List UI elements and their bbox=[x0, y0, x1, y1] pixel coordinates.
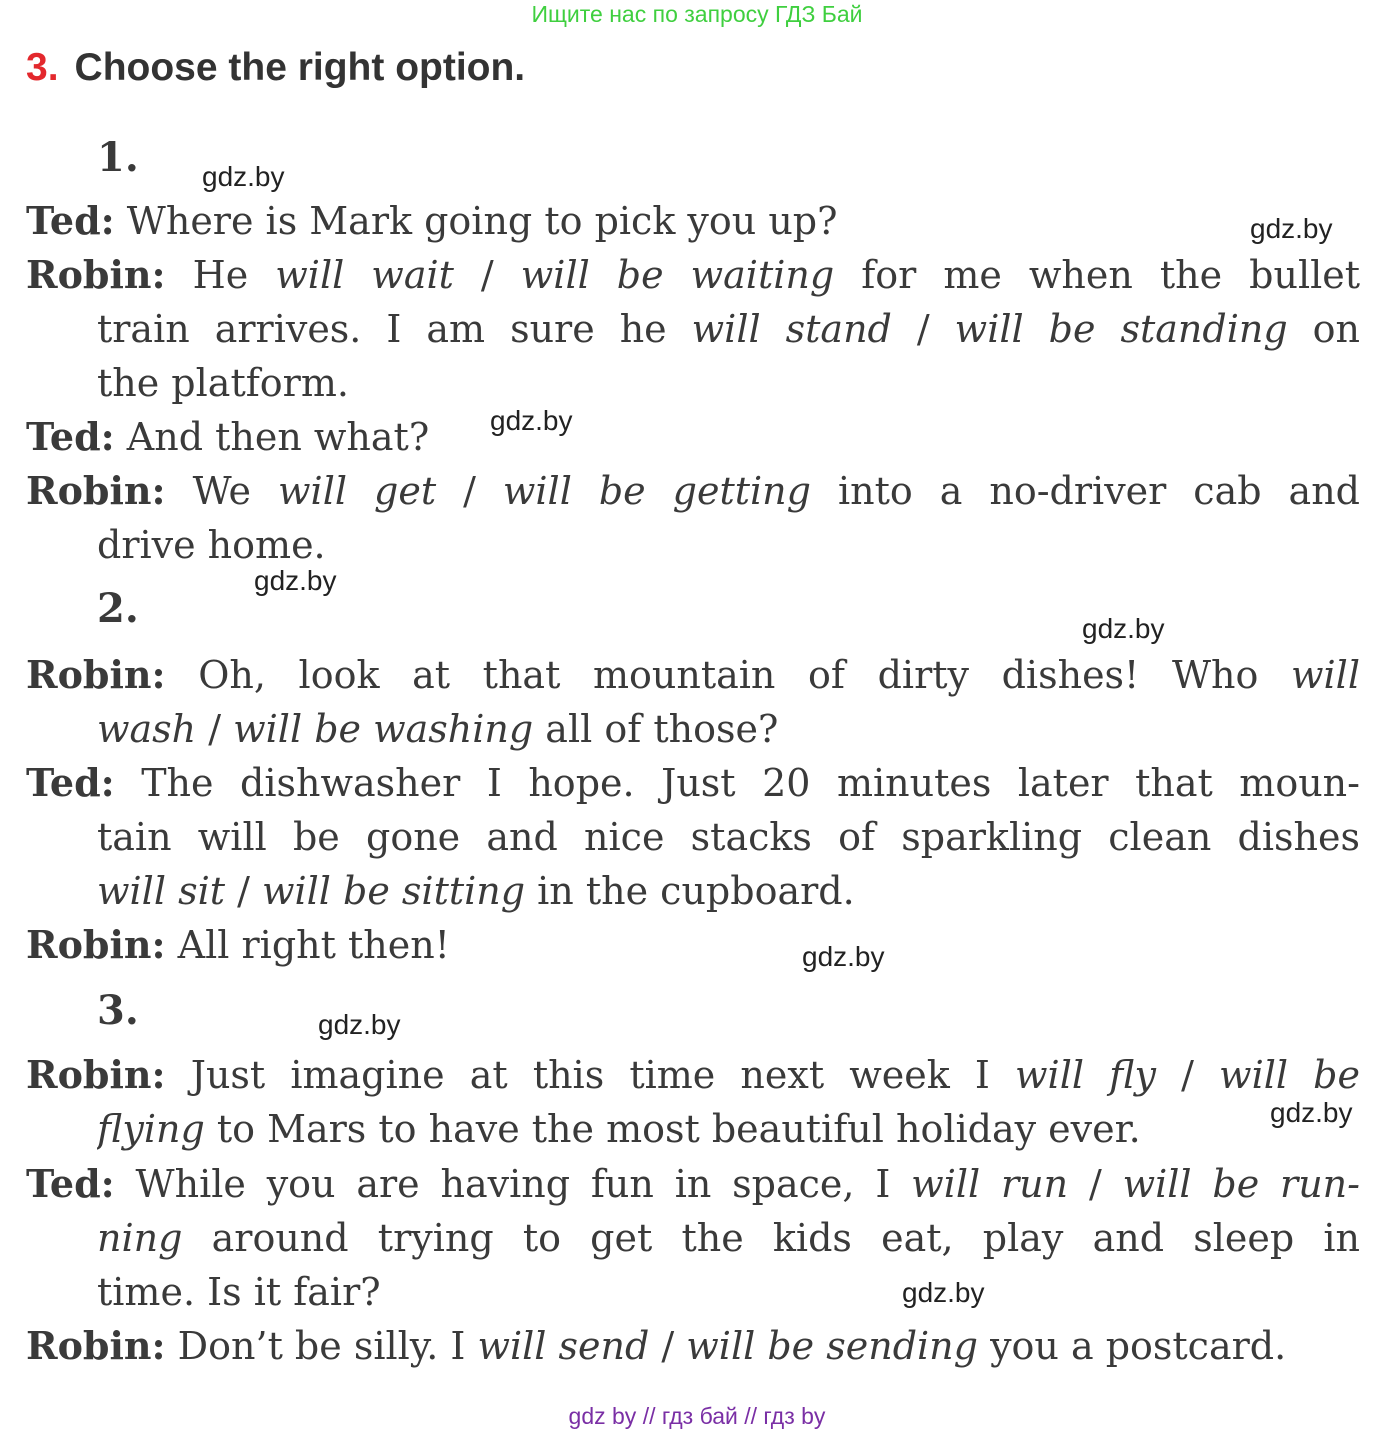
dialogue-line bbox=[97, 518, 1360, 572]
line-text: around trying to get the kids eat, play and sleep in bbox=[182, 1216, 1360, 1260]
option-text: flying bbox=[97, 1107, 205, 1151]
option-text: ning bbox=[97, 1216, 183, 1260]
dialogue-line bbox=[26, 1319, 1360, 1373]
option-text: will bbox=[1291, 653, 1360, 697]
speaker-name: Ted: bbox=[26, 414, 115, 459]
task-header bbox=[26, 44, 525, 92]
line-text: for me when the bullet bbox=[834, 253, 1360, 297]
dialogue-line bbox=[97, 302, 1360, 356]
speaker-name: Robin: bbox=[26, 252, 166, 297]
speaker-name: Robin: bbox=[26, 1052, 166, 1097]
line-text: He bbox=[165, 253, 276, 297]
line-text: tain will be gone and nice stacks of sparkling clean dishes bbox=[97, 815, 1360, 859]
line-text: into a no-driver cab and bbox=[810, 469, 1360, 513]
watermark: gdz.by bbox=[254, 565, 337, 596]
option-text: will send bbox=[477, 1324, 650, 1368]
dialogue-line bbox=[26, 410, 1360, 464]
watermark: gdz.by bbox=[1082, 613, 1165, 644]
option-text: will fly bbox=[1015, 1053, 1156, 1097]
line-text: time. Is it fair? bbox=[97, 1270, 381, 1314]
speaker-name: Robin: bbox=[26, 468, 166, 513]
line-text: The dishwasher I hope. Just 20 minutes later that moun- bbox=[114, 761, 1360, 805]
line-text: you a postcard. bbox=[977, 1324, 1287, 1368]
option-text: will be run- bbox=[1122, 1162, 1360, 1206]
speaker-name: Robin: bbox=[26, 1323, 166, 1368]
speaker-name: Robin: bbox=[26, 922, 166, 967]
option-text: will be waiting bbox=[520, 253, 835, 297]
option-text: will run bbox=[911, 1162, 1069, 1206]
line-text: / bbox=[436, 469, 503, 513]
section-number: 1. bbox=[97, 134, 139, 181]
dialogue-line bbox=[97, 1211, 1360, 1265]
option-text: will stand bbox=[691, 307, 892, 351]
option-text: will be bbox=[1219, 1053, 1360, 1097]
line-text: / bbox=[196, 707, 234, 751]
line-text: in the cupboard. bbox=[525, 869, 855, 913]
dialogue-line bbox=[97, 702, 1360, 756]
line-text: And then what? bbox=[114, 415, 430, 459]
dialogue-line bbox=[26, 1048, 1360, 1102]
option-text: will be getting bbox=[502, 469, 811, 513]
option-text: will sit bbox=[97, 869, 225, 913]
line-text: / bbox=[891, 307, 955, 351]
line-text: Don’t be silly. I bbox=[165, 1324, 478, 1368]
option-text: will be sitting bbox=[261, 869, 526, 913]
line-text: drive home. bbox=[97, 523, 326, 567]
watermark: gdz.by bbox=[1270, 1097, 1353, 1128]
section-number: 2. bbox=[97, 585, 139, 632]
line-text: While you are having fun in space, I bbox=[114, 1162, 912, 1206]
line-text: on bbox=[1287, 307, 1360, 351]
speaker-name: Robin: bbox=[26, 652, 166, 697]
line-text: / bbox=[453, 253, 521, 297]
speaker-name: Ted: bbox=[26, 1161, 115, 1206]
speaker-name: Ted: bbox=[26, 198, 115, 243]
watermark: gdz.by bbox=[202, 161, 285, 192]
watermark: gdz.by bbox=[902, 1277, 985, 1308]
task-title: Choose the right option. bbox=[74, 46, 526, 89]
dialogue-line bbox=[97, 1265, 1360, 1319]
option-text: wash bbox=[97, 707, 197, 751]
dialogue-line bbox=[97, 810, 1360, 864]
watermark: gdz.by bbox=[318, 1009, 401, 1040]
dialogue-line bbox=[97, 356, 1360, 410]
dialogue-line bbox=[97, 1102, 1360, 1156]
line-text: to Mars to have the most beautiful holiday ever. bbox=[204, 1107, 1141, 1151]
dialogue-line bbox=[26, 1157, 1360, 1211]
speaker-name: Ted: bbox=[26, 760, 115, 805]
watermark: gdz.by bbox=[490, 405, 573, 436]
section-number: 3. bbox=[97, 987, 139, 1034]
watermark: gdz.by bbox=[1250, 213, 1333, 244]
line-text: / bbox=[1155, 1053, 1220, 1097]
line-text: train arrives. I am sure he bbox=[97, 307, 692, 351]
top-banner: Ищите нас по запросу ГДЗ Бай bbox=[531, 1, 863, 27]
dialogue-line bbox=[26, 464, 1360, 518]
line-text: We bbox=[165, 469, 279, 513]
line-text: the platform. bbox=[97, 361, 349, 405]
dialogue-line bbox=[26, 648, 1360, 702]
line-text: Just imagine at this time next week I bbox=[165, 1053, 1016, 1097]
watermark: gdz.by bbox=[802, 941, 885, 972]
line-text: all of those? bbox=[533, 707, 779, 751]
task-number: 3. bbox=[26, 46, 59, 89]
dialogue-line bbox=[26, 756, 1360, 810]
dialogue-line bbox=[26, 248, 1360, 302]
option-text: will get bbox=[278, 469, 437, 513]
line-text: All right then! bbox=[165, 923, 450, 967]
option-text: will wait bbox=[275, 253, 454, 297]
option-text: will be sending bbox=[686, 1324, 978, 1368]
option-text: will be washing bbox=[233, 707, 534, 751]
line-text: Where is Mark going to pick you up? bbox=[114, 199, 838, 243]
line-text: / bbox=[649, 1324, 687, 1368]
dialogue-line bbox=[97, 864, 1360, 918]
dialogue-line bbox=[26, 194, 1360, 248]
line-text: / bbox=[225, 869, 262, 913]
option-text: will be standing bbox=[954, 307, 1288, 351]
line-text: Oh, look at that mountain of dirty dishes! Who bbox=[165, 653, 1291, 697]
line-text: / bbox=[1068, 1162, 1123, 1206]
footer: gdz by // гдз бай // гдз by bbox=[568, 1403, 826, 1429]
dialogue-line bbox=[26, 918, 1360, 972]
